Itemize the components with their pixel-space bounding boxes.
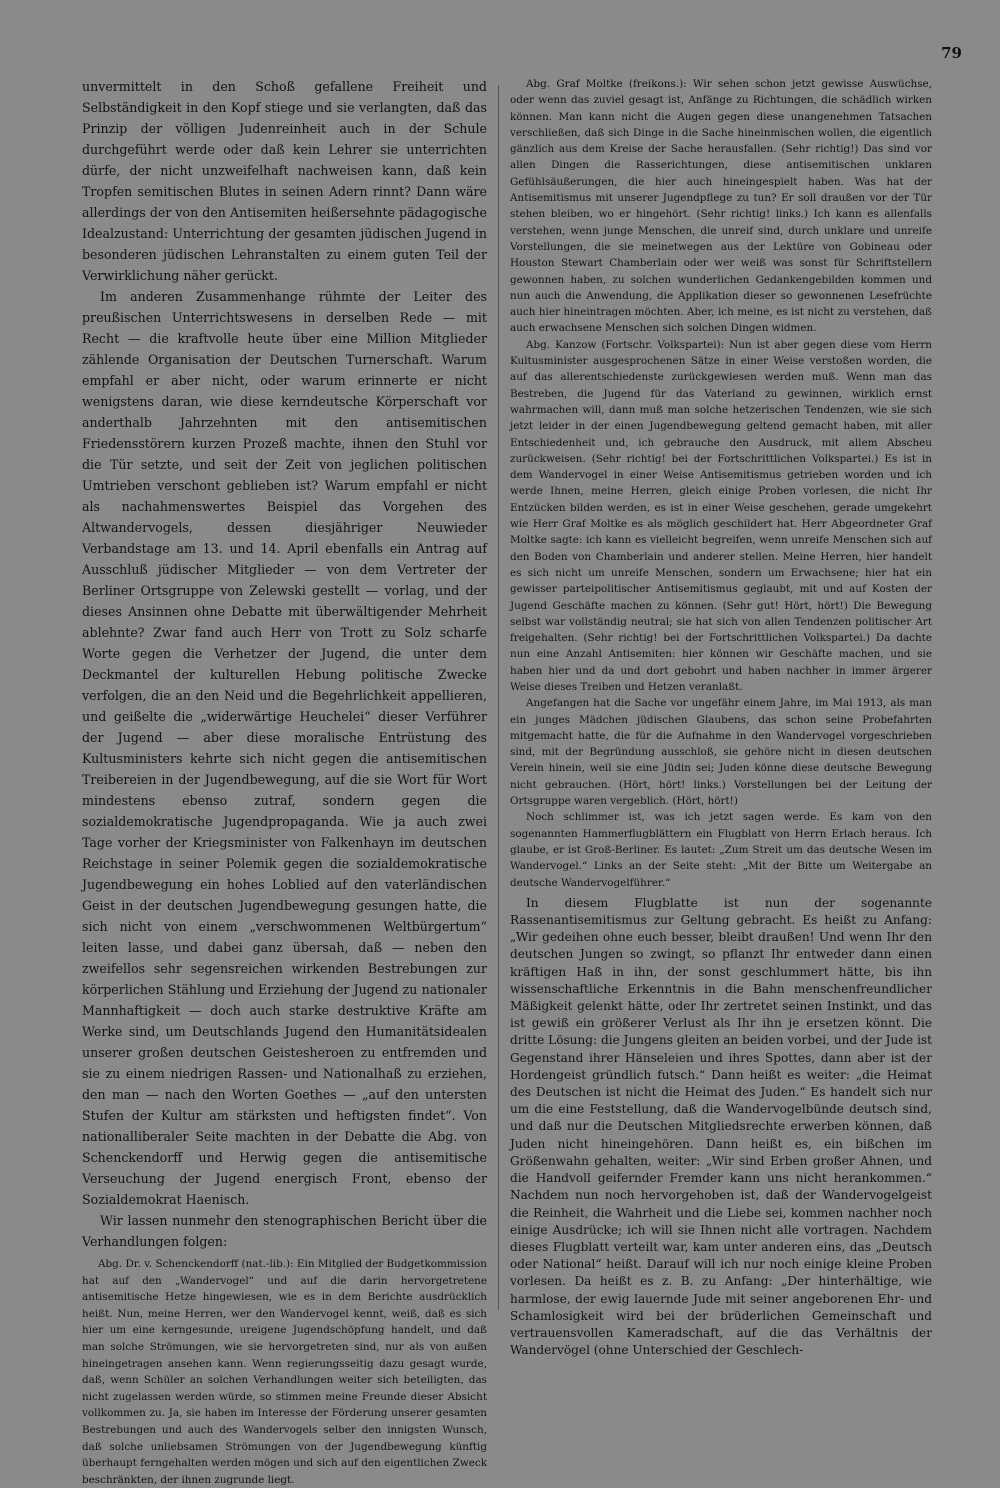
paragraph: unvermittelt in den Schoß gefallene Freiheit und Selbständigkeit in den Kopf stiege und sie verlangten, daß das Prinzip der völligen Judenreinheit auch in der Schule durchgeführt werde oder daß kein Lehrer sie unterrichten dürfe, der nicht unzweifelhaft nachweisen kann, daß kein Tropfen semitischen Blutes in seinen Adern rinnt? Dann wäre allerdings der von den Antisemiten heißersehnte pädagogische Idealzustand: Unterrichtung der gesamten jüdischen Jugend in besonderen jüdischen Lehranstalten zu einem guten Teil der Verwirklichung näher gerückt.	[82, 79, 487, 283]
transcript-paragraph: Abg. Graf Moltke (freikons.): Wir sehen schon jetzt gewisse Auswüchse, oder wenn das zuviel gesagt ist, Anfänge zu Richtungen, die schädlich wirken können. Man kann nicht die Augen gegen diese unangenehmen Tatsachen verschließen, daß sich Dinge in die Sache hineinmischen wollen, die eigentlich gänzlich aus dem Kreise der Sache herausfallen. (Sehr richtig!) Das sind vor allen Dingen die Rasserichtungen, diese antisemitischen unklaren Gefühlsäußerungen, die hier auch hineingespielt haben. Was hat der Antisemitismus mit unserer Jugendpflege zu tun? Er soll draußen vor der Tür stehen bleiben, wo er hingehört. (Sehr richtig! links.) Ich kann es allenfalls verstehen, wenn junge Menschen, die unreif sind, durch unklare und unreife Vorstellungen, die sie meinetwegen aus der Lektüre von Gobineau oder Houston Stewart Chamberlain oder wer weiß was sonst für Schriftstellern gewonnen haben, zu solchen wunderlichen Gedankengebilden kommen und nun auch die Anwendung, die Applikation dieser so gewonnenen Lesefrüchte auch hier hineintragen möchten. Aber, ich meine, es ist nicht zu verstehen, daß auch erwachsene Menschen sich solchen Dingen widmen.	[510, 78, 932, 335]
column-divider	[498, 85, 499, 1310]
page-number: 79	[941, 44, 962, 62]
transcript-paragraph: Abg. Kanzow (Fortschr. Volkspartei): Nun ist aber gegen diese vom Herrn Kultusminister ausgesprochenen Sätze in einer Weise verstoßen worden, die auf das allerentschiedenste zurückgewiesen werden muß. Wenn man das Bestreben, die Jugend für das Vaterland zu gewinnen, wirklich ernst wahrmachen will, dann muß man solche hetzerischen Tendenzen, wie sie sich jetzt leider in der einen Jugendbewegung geltend gemacht haben, mit aller Entschiedenheit und, ich gebrauche den Ausdruck, mit allem Abscheu zurückweisen. (Sehr richtig! bei der Fortschrittlichen Volkspartei.) Es ist in dem Wandervogel in einer Weise Antisemitismus getrieben worden und ich werde Ihnen, meine Herren, gleich einige Proben vorlesen, die nicht Ihr Entzücken bilden werden, es ist in einer Weise geschehen, gerade umgekehrt wie Herr Graf Moltke es als möglich geschildert hat. Herr Abgeordneter Graf Moltke sagte: ich kann es vielleicht begreifen, wenn unreife Menschen sich auf den Boden von Chamberlain und anderer stellen. Meine Herren, hier handelt es sich nicht um unreife Menschen, sondern um Erwachsene; hier hat ein gewisser parteipolitischer Antisemitismus geglaubt, mit und auf Kosten der Jugend Geschäfte machen zu können. (Sehr gut! Hört, hört!) Die Bewegung selbst war vollständig neutral; sie hat sich von allen Tendenzen politischer Art freigehalten. (Sehr richtig! bei der Fortschrittlichen Volkspartei.) Da dachte nun eine Anzahl Antisemiten: hier können wir Geschäfte machen, und sie haben hier und da und dort gebohrt und haben nachher in immer ärgerer Weise dieses Treiben und Hetzen veranlaßt.	[510, 338, 932, 693]
paragraph: Wir lassen nunmehr den stenographischen Bericht über die Verhandlungen folgen:	[82, 1213, 487, 1249]
transcript-paragraph: Abg. Dr. v. Schenckendorff (nat.-lib.): Ein Mitglied der Budgetkommission hat auf den „Wandervogel“ und auf die darin hervorgetretene antisemitische Hetze hingewiesen, wie es in dem Berichte ausdrücklich heißt. Nun, meine Herren, wer den Wandervogel kennt, weiß, daß es sich hier um eine kerngesunde, ureigene Jugendschöpfung handelt, und daß man solche Strömungen, wie sie hervorgetreten sind, nur als von außen hineingetragen ansehen kann. Wenn regierungsseitig dazu gesagt wurde, daß, wenn Schüler an solchen Verhandlungen weiter sich beteiligten, das nicht zugelassen werden würde, so stimmen meine Freunde dieser Absicht vollkommen zu. Ja, sie haben im Interesse der Förderung unserer gesamten Bestrebungen und auch des Wandervogels selber den innigsten Wunsch, daß solche unliebsamen Strömungen von der Jugendbewegung künftig überhaupt ferngehalten werden mögen und sich auf den eigentlichen Zweck beschränkten, der ihnen zugrunde liegt.	[82, 1258, 487, 1486]
transcript-paragraph: Noch schlimmer ist, was ich jetzt sagen werde. Es kam von den sogenannten Hammerflugblättern ein Flugblatt von Herrn Erlach heraus. Ich glaube, er ist Groß-Berliner. Es lautet: „Zum Streit um das deutsche Wesen im Wandervogel.“ Links an der Seite steht: „Mit der Bitte um Weitergabe an deutsche Wandervogelführer.“	[510, 811, 932, 889]
left-column	[82, 76, 487, 1486]
paragraph: Im anderen Zusammenhange rühmte der Leiter des preußischen Unterrichtswesens in derselben Rede — mit Recht — die kraftvolle heute über eine Million Mitglieder zählende Organisation der Deutschen Turnerschaft. Warum empfahl er aber nicht, oder warum erinnerte er nicht wenigstens daran, wie diese kerndeutsche Körperschaft vor anderthalb Jahrzehnten mit den antisemitischen Friedensstörern kurzen Prozeß machte, ihnen den Stuhl vor die Tür setzte, und seit der Zeit von jeglichen politischen Umtrieben verschont geblieben ist? Warum empfahl er nicht als nachahmenswertes Beispiel das Vorgehen des Altwandervogels, dessen diesjähriger Neuwieder Verbandstage am 13. und 14. April ebenfalls ein Antrag auf Ausschluß jüdischer Mitglieder — von dem Vertreter der Berliner Ortsgruppe von Zelewski gestellt — vorlag, und der dieses Ansinnen ohne Debatte mit überwältigender Mehrheit ablehnte? Zwar fand auch Herr von Trott zu Solz scharfe Worte gegen die Verhetzer der Jugend, die unter dem Deckmantel der kulturellen Hebung politische Zwecke verfolgen, die an den Neid und die Begehrlichkeit appellieren, und geißelte die „widerwärtige Heuchelei“ dieser Verführer der Jugend — aber diese moralische Entrüstung des Kultusministers kehrte sich nicht gegen die antisemitischen Treibereien in der Jugendbewegung, auf die sie Wort für Wort mindestens ebenso zutraf, sondern gegen die sozialdemokratische Jugendpropaganda. Wie ja auch zwei Tage vorher der Kriegsminister von Falkenhayn im deutschen Reichstage in seiner Polemik gegen die sozialdemokratische Jugendbewegung ein hohes Loblied auf den vaterländischen Geist in der deutschen Jugendbewegung gesungen hatte, die sich nicht von einem „verschwommenen Weltbürgertum“ leiten lasse, und dabei ganz übersah, daß — neben den zweifellos sehr segensreichen wirkenden Bestrebungen zur körperlichen Stählung und Erziehung der Jugend zu nationaler Mannhaftigkeit — doch auch starke destruktive Kräfte am Werke sind, um Deutschlands Jugend den Humanitätsidealen unserer großen deutschen Geistesheroen zu entfremden und sie zu einem niedrigen Rassen- und Nationalhaß zu erziehen, den man — nach den Worten Goethes — „auf den untersten Stufen der Kultur am stärksten und heftigsten findet“. Von nationalliberaler Seite machten in der Debatte die Abg. von Schenckendorff und Herwig gegen die antisemitische Verseuchung der Jugend energisch Front, ebenso der Sozialdemokrat Haenisch.	[82, 289, 487, 1207]
paragraph: In diesem Flugblatte ist nun der sogenannte Rassenantisemitismus zur Geltung gebracht. Es heißt zu Anfang: „Wir gedeihen ohne euch besser, bleibt draußen! Und wenn Ihr den deutschen Jungen so zwingt, so pflanzt Ihr entweder dann einen kräftigen Haß in ihn, der sonst geschlummert hätte, bis ihn wissenschaftliche Erkenntnis in die Bahn menschenfreundlicher Mäßigkeit gelenkt hätte, oder Ihr zertretet seinen Instinkt, und das ist gewiß ein größerer Verlust als Ihr ihn je ersetzen könnt. Die dritte Lösung: die Jungens gleiten an beiden vorbei, und der Jude ist Gegenstand ihrer Hänseleien und ihres Spottes, dann aber ist der Hordengeist gründlich futsch.“ Dann heißt es weiter: „die Heimat des Deutschen ist nicht die Heimat des Juden.“ Es handelt sich nur um die eine Feststellung, daß die Wandervogelbünde deutsch sind, und daß nur die Deutschen Mitgliedsrechte erwerben können, daß Juden nicht hineingehören. Dann heißt es, ein bißchen im Größenwahn gehalten, weiter: „Wir sind Erben großer Ahnen, und die Handvoll geifernder Fremder kann uns nicht herankommen.“ Nachdem nun noch hervorgehoben ist, daß der Wandervogelgeist die Reinheit, die Wahrheit und die Liebe sei, kommen nachher noch einige Ausdrücke; ich will sie Ihnen nicht alle vortragen. Nachdem dieses Flugblatt verteilt war, kam unter anderen eins, das „Deutsch oder National“ heißt. Darauf will ich nur noch einige kleine Proben vorlesen. Da heißt es z. B. zu Anfang: „Der hinterhältige, wie harmlose, der ewig lauernde Jude mit seiner angeborenen Ehr- und Schamlosigkeit wird bei der brüderlichen Gemeinschaft und vertrauensvollen Kameradschaft, auf die das Verhältnis der Wandervögel (ohne Unterschied der Geschlech-	[510, 895, 932, 1358]
right-column	[510, 76, 932, 1358]
transcript-paragraph: Angefangen hat die Sache vor ungefähr einem Jahre, im Mai 1913, als man ein junges Mädchen jüdischen Glaubens, das schon seine Probefahrten mitgemacht hatte, die für die Aufnahme in den Wandervogel vorgeschrieben sind, mit der Begründung ausschloß, sie gehöre nicht in diesen deutschen Verein hinein, weil sie eine Jüdin sei; Juden könne diese deutsche Bewegung nicht gebrauchen. (Hört, hört! links.) Vorstellungen bei der Leitung der Ortsgruppe waren vergeblich. (Hört, hört!)	[510, 697, 932, 808]
